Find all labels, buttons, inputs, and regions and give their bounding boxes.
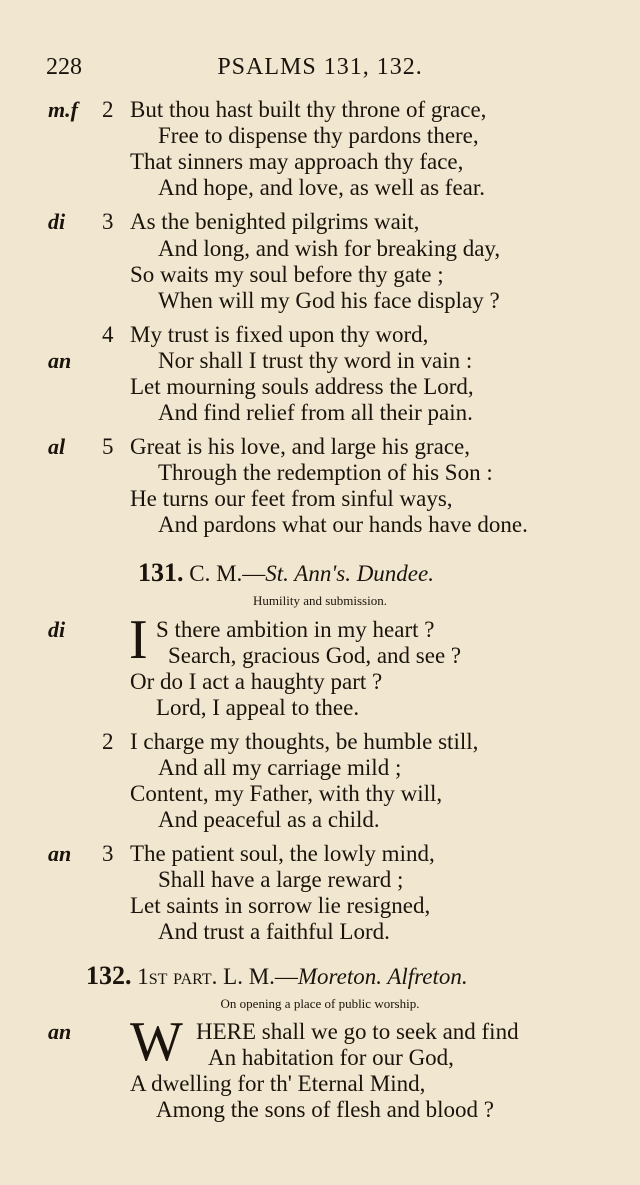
dynamic-mark: al bbox=[48, 434, 66, 459]
verse-line: Among the sons of flesh and blood ? bbox=[156, 1097, 494, 1122]
verse-line: Or do I act a haughty part ? bbox=[130, 669, 383, 694]
verse-line: And find relief from all their pain. bbox=[158, 400, 473, 425]
verse-line: And pardons what our hands have done. bbox=[158, 512, 528, 537]
verse-line: The patient soul, the lowly mind, bbox=[130, 841, 435, 866]
verse-number: 3 bbox=[102, 841, 114, 866]
verse-line: As the benighted pilgrims wait, bbox=[130, 209, 420, 234]
running-title: PSALMS 131, 132. bbox=[217, 54, 423, 80]
psalm-subtitle: Humility and submission. bbox=[253, 593, 387, 608]
verse-number: 5 bbox=[102, 434, 114, 459]
psalm-heading bbox=[138, 558, 434, 588]
verse-line: Free to dispense thy pardons there, bbox=[158, 123, 479, 148]
psalm-number: 131. bbox=[138, 558, 184, 587]
verse-line: Content, my Father, with thy will, bbox=[130, 781, 443, 806]
psalm-heading bbox=[86, 961, 468, 991]
tune-names: Moreton. Alfreton. bbox=[297, 964, 468, 989]
dynamic-mark: an bbox=[48, 1019, 72, 1044]
page-header bbox=[0, 54, 640, 84]
dynamic-mark: an bbox=[48, 841, 72, 866]
verse-number: 2 bbox=[102, 729, 114, 754]
verse-line: A dwelling for th' Eternal Mind, bbox=[130, 1071, 426, 1096]
verse-line: And long, and wish for breaking day, bbox=[158, 236, 501, 261]
verse-line: Nor shall I trust thy word in vain : bbox=[158, 348, 473, 373]
verse-line: And trust a faithful Lord. bbox=[158, 919, 390, 944]
psalm-number: 132. bbox=[86, 961, 132, 990]
verse-line: An habitation for our God, bbox=[208, 1045, 454, 1070]
verse-number: 3 bbox=[102, 209, 114, 234]
verse-line: Shall have a large reward ; bbox=[158, 867, 404, 892]
part-label: 1st part. bbox=[137, 964, 218, 989]
dynamic-mark: an bbox=[48, 348, 72, 373]
verse-line: Great is his love, and large his grace, bbox=[130, 434, 470, 459]
tune-names: St. Ann's. Dundee. bbox=[265, 561, 434, 586]
verse-line: My trust is fixed upon thy word, bbox=[130, 322, 429, 347]
verse-line: Lord, I appeal to thee. bbox=[156, 695, 360, 720]
verse-line: And all my carriage mild ; bbox=[158, 755, 402, 780]
verse-number: 4 bbox=[102, 322, 114, 347]
psalm-subtitle: On opening a place of public worship. bbox=[220, 996, 420, 1011]
verse-line: Let saints in sorrow lie resigned, bbox=[130, 893, 431, 918]
dynamic-mark: m.f bbox=[48, 97, 78, 122]
dynamic-mark: di bbox=[48, 209, 66, 234]
verse-line: Through the redemption of his Son : bbox=[158, 460, 493, 485]
verse-line: He turns our feet from sinful ways, bbox=[130, 486, 453, 511]
verse-line: And hope, and love, as well as fear. bbox=[158, 175, 486, 200]
verse-line: That sinners may approach thy face, bbox=[130, 149, 464, 174]
verse-line: And peaceful as a child. bbox=[158, 807, 380, 832]
verse-line: When will my God his face display ? bbox=[158, 288, 500, 313]
meter: L. M.— bbox=[223, 964, 298, 989]
dynamic-mark: di bbox=[48, 617, 66, 642]
verse-line: But thou hast built thy throne of grace, bbox=[130, 97, 487, 122]
meter: C. M.— bbox=[189, 561, 266, 586]
page-number: 228 bbox=[46, 54, 82, 80]
verse-line: Let mourning souls address the Lord, bbox=[130, 374, 474, 399]
verse-line: So waits my soul before thy gate ; bbox=[130, 262, 444, 287]
drop-cap: W bbox=[130, 1011, 183, 1073]
verse-line: Search, gracious God, and see ? bbox=[168, 643, 462, 668]
verse-number: 2 bbox=[102, 97, 114, 122]
drop-cap: I bbox=[129, 609, 148, 671]
verse-line: S there ambition in my heart ? bbox=[156, 617, 435, 642]
verse-line: HERE shall we go to seek and find bbox=[196, 1019, 519, 1044]
verse-line: I charge my thoughts, be humble still, bbox=[130, 729, 479, 754]
